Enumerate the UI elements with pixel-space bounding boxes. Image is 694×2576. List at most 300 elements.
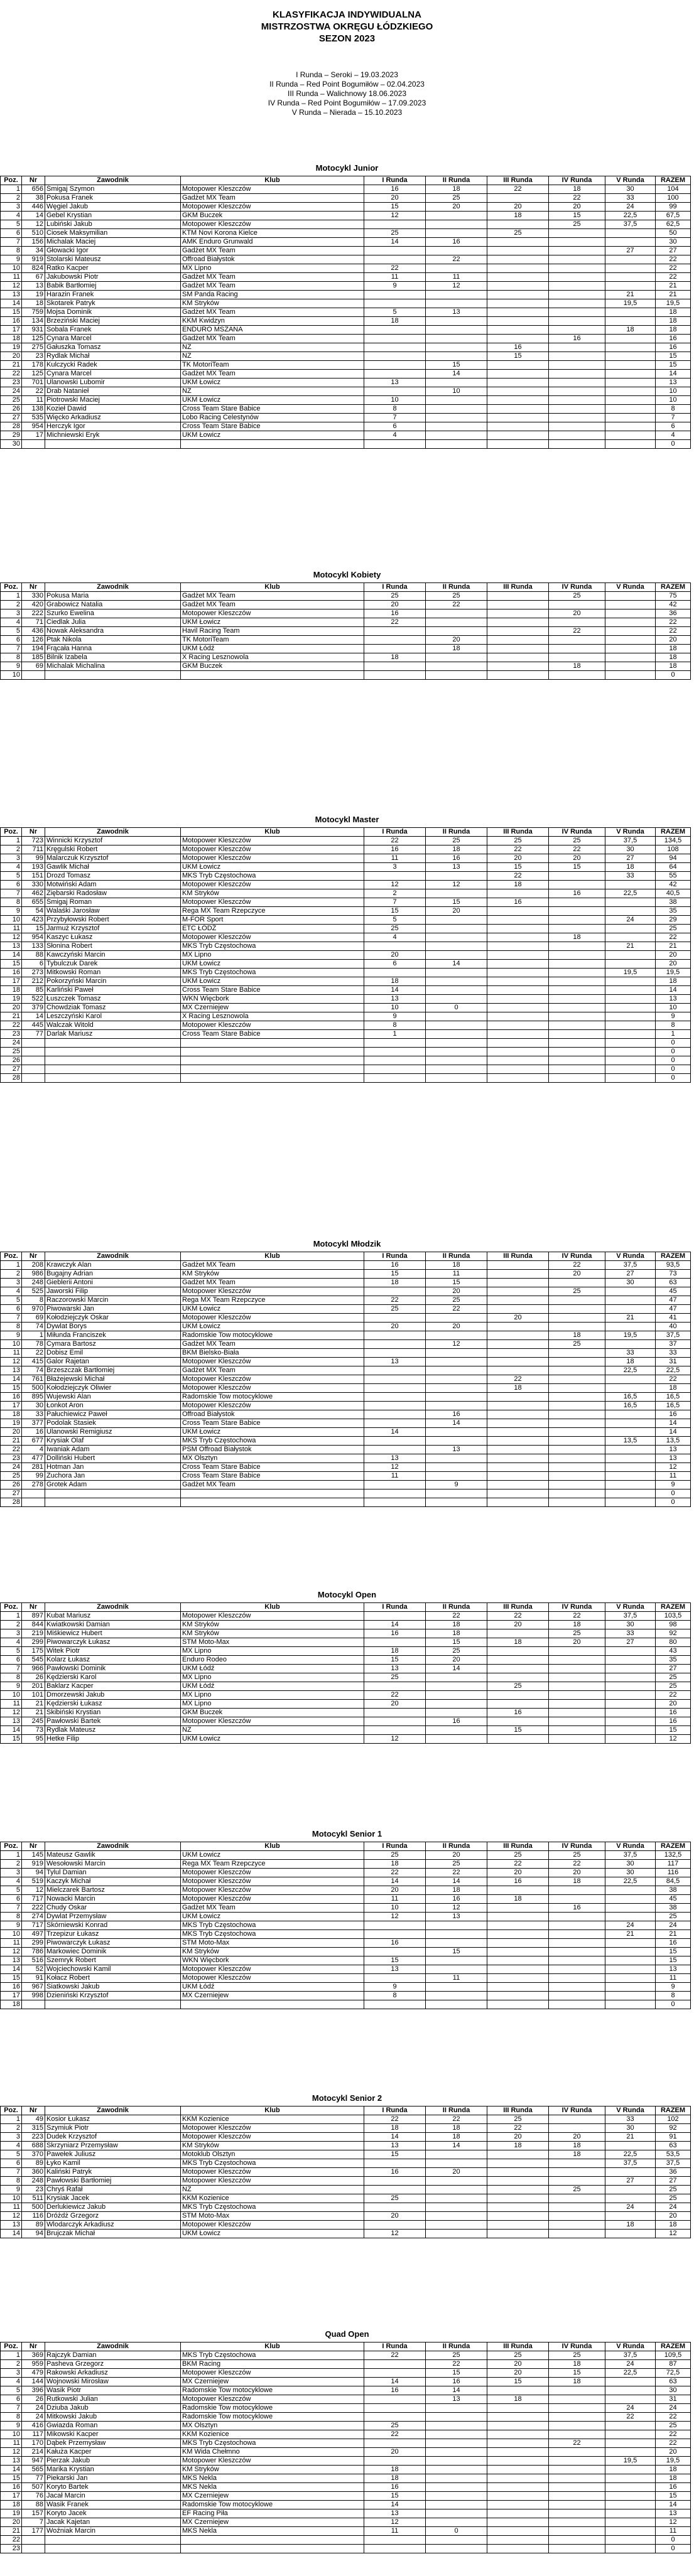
table-row: [1, 662, 691, 671]
table-cell: [426, 2194, 487, 2203]
table-cell: [549, 1296, 605, 1305]
table-row: [1, 238, 691, 247]
table-cell: [605, 2509, 656, 2518]
table-cell: [605, 2492, 656, 2501]
table-cell: [45, 440, 181, 449]
table-cell: 16: [426, 2378, 487, 2386]
table-cell: 22: [656, 2430, 691, 2439]
table-cell: [364, 1612, 426, 1621]
table-cell: [487, 2545, 549, 2553]
table-row: [1, 1030, 691, 1039]
table-cell: [181, 1489, 364, 1498]
table-cell: 104: [656, 185, 691, 194]
table-cell: [487, 609, 549, 618]
table-cell: [605, 2518, 656, 2527]
table-cell: [364, 1726, 426, 1735]
table-cell: [487, 969, 549, 977]
table-cell: 16: [426, 238, 487, 247]
table-cell: Wesołowski Marcin: [45, 1860, 181, 1869]
table-cell: [487, 1305, 549, 1314]
table-cell: [364, 1065, 426, 1074]
table-cell: 14: [656, 2501, 691, 2509]
table-cell: [605, 2186, 656, 2194]
column-header: IV Runda: [549, 176, 605, 185]
table-cell: [181, 2000, 364, 2009]
table-cell: MKS Nekla: [181, 2527, 364, 2536]
table-cell: 24: [605, 2404, 656, 2413]
table-cell: 23: [1, 1030, 22, 1039]
table-cell: 0: [656, 1056, 691, 1065]
table-cell: 16,5: [605, 1393, 656, 1402]
table-cell: [426, 343, 487, 352]
table-cell: [549, 299, 605, 308]
table-cell: UKM Łódź: [181, 645, 364, 653]
table-cell: [487, 1939, 549, 1948]
table-cell: KM Stryków: [181, 1270, 364, 1279]
table-cell: UKM Łowicz: [181, 1913, 364, 1921]
table-row: [1, 2221, 691, 2230]
table-cell: [426, 1691, 487, 1700]
table-cell: STM Moto-Max: [181, 1939, 364, 1948]
table-cell: 3: [1, 1279, 22, 1287]
table-row: [1, 2124, 691, 2133]
table-row: [1, 2413, 691, 2422]
table-cell: 14: [426, 1419, 487, 1428]
table-cell: 10: [1, 2430, 22, 2439]
table-cell: [549, 1375, 605, 1384]
table-cell: 20: [656, 951, 691, 960]
table-cell: 655: [22, 898, 45, 907]
table-cell: Michalak Michalina: [45, 662, 181, 671]
table-cell: 37: [656, 1340, 691, 1349]
table-cell: 25: [549, 1340, 605, 1349]
table-cell: 954: [22, 933, 45, 942]
table-cell: [426, 1030, 487, 1039]
table-cell: [549, 247, 605, 255]
table-cell: 194: [22, 645, 45, 653]
table-cell: [605, 653, 656, 662]
table-cell: 19: [1, 1419, 22, 1428]
table-cell: Kołodziejczyk Oliwier: [45, 1384, 181, 1393]
table-cell: [487, 431, 549, 440]
table-cell: 91: [22, 1974, 45, 1983]
table-cell: 95: [22, 1735, 45, 1744]
table-cell: Motopower Kleszczów: [181, 2457, 364, 2466]
table-cell: 2: [1, 2124, 22, 2133]
document-header: [0, 0, 694, 132]
table-cell: 13: [1, 1956, 22, 1965]
table-cell: KM Stryków: [181, 1948, 364, 1956]
table-cell: 14: [656, 1419, 691, 1428]
table-cell: [549, 255, 605, 264]
table-cell: 15: [364, 1270, 426, 1279]
column-header: Nr: [22, 176, 45, 185]
table-cell: 12: [364, 1463, 426, 1472]
table-cell: [549, 1735, 605, 1744]
table-cell: [549, 969, 605, 977]
table-cell: 21: [22, 1709, 45, 1717]
table-cell: [364, 1682, 426, 1691]
table-cell: 27: [605, 247, 656, 255]
table-cell: Gadżet MX Team: [181, 273, 364, 282]
section-title: Motocykl Senior 2: [312, 2093, 382, 2103]
table-cell: 12: [656, 1463, 691, 1472]
table-cell: 0: [656, 1074, 691, 1083]
table-cell: MKS Tryb Częstochowa: [181, 2351, 364, 2360]
table-row: [1, 653, 691, 662]
table-cell: [426, 1498, 487, 1507]
table-cell: Śmigaj Roman: [45, 898, 181, 907]
column-header: III Runda: [487, 583, 549, 592]
table-cell: 436: [22, 627, 45, 636]
table-cell: [426, 1726, 487, 1735]
table-cell: Dmorzewski Jakub: [45, 1691, 181, 1700]
table-cell: [605, 636, 656, 645]
table-cell: 12: [364, 1913, 426, 1921]
table-cell: 63: [656, 2378, 691, 2386]
table-cell: 16: [487, 1709, 549, 1717]
table-cell: 22: [364, 618, 426, 627]
table-cell: [364, 1717, 426, 1726]
column-header: Zawodnik: [45, 2343, 181, 2351]
table-cell: [605, 1992, 656, 2000]
table-cell: 12: [656, 2518, 691, 2527]
table-cell: 15: [364, 2492, 426, 2501]
table-cell: KKM Kozienice: [181, 2115, 364, 2124]
table-cell: Nowak Aleksandra: [45, 627, 181, 636]
table-row: [1, 636, 691, 645]
table-cell: 45: [656, 1287, 691, 1296]
table-cell: [487, 1956, 549, 1965]
table-cell: 22: [549, 1612, 605, 1621]
table-cell: [487, 2404, 549, 2413]
table-cell: 22: [22, 387, 45, 396]
table-cell: 99: [22, 854, 45, 863]
table-cell: Radomskie Tow motocyklowe: [181, 1393, 364, 1402]
table-cell: Dąbek Przemysław: [45, 2439, 181, 2448]
table-cell: Herczyk Igor: [45, 422, 181, 431]
table-cell: [364, 1331, 426, 1340]
table-cell: [605, 1384, 656, 1393]
table-row: [1, 1886, 691, 1895]
table-cell: 545: [22, 1656, 45, 1665]
table-cell: 20: [656, 960, 691, 969]
table-cell: 897: [22, 1612, 45, 1621]
table-cell: [549, 1021, 605, 1030]
table-cell: [181, 1048, 364, 1056]
table-row: [1, 1498, 691, 1507]
table-cell: 144: [22, 2378, 45, 2386]
table-cell: 18: [426, 1629, 487, 1638]
table-cell: Łuszczek Tomasz: [45, 995, 181, 1004]
table-cell: 7: [1, 2168, 22, 2177]
table-cell: [487, 299, 549, 308]
table-cell: [605, 1296, 656, 1305]
table-cell: 109,5: [656, 2351, 691, 2360]
table-row: [1, 2457, 691, 2466]
table-cell: [605, 1463, 656, 1472]
table-cell: 9: [364, 282, 426, 291]
table-cell: 10: [1, 671, 22, 680]
table-cell: [549, 2518, 605, 2527]
table-cell: [549, 2413, 605, 2422]
table-cell: Gadżet MX Team: [181, 1261, 364, 1270]
table-cell: [605, 2501, 656, 2509]
table-cell: 37,5: [605, 1261, 656, 1270]
column-header: Poz.: [1, 1603, 22, 1612]
table-cell: 77: [22, 1030, 45, 1039]
table-cell: [487, 627, 549, 636]
table-cell: [364, 1638, 426, 1647]
table-cell: 37,5: [656, 2159, 691, 2168]
table-cell: [549, 1895, 605, 1904]
table-row: [1, 1709, 691, 1717]
table-cell: 19,5: [656, 969, 691, 977]
table-cell: [549, 1930, 605, 1939]
table-cell: Krysiak Olaf: [45, 1437, 181, 1446]
table-cell: 222: [22, 1904, 45, 1913]
table-cell: 360: [22, 2168, 45, 2177]
table-cell: MKS Tryb Częstochowa: [181, 2159, 364, 2168]
table-cell: [605, 370, 656, 378]
table-cell: 33: [605, 1629, 656, 1638]
table-cell: [487, 2457, 549, 2466]
table-cell: 14: [1, 1965, 22, 1974]
table-cell: 27: [1, 1065, 22, 1074]
table-cell: 9: [1, 1921, 22, 1930]
table-cell: Dolliński Hubert: [45, 1454, 181, 1463]
table-cell: [45, 1074, 181, 1083]
table-cell: [605, 1717, 656, 1726]
table-row: [1, 299, 691, 308]
table-cell: [549, 898, 605, 907]
table-cell: 379: [22, 1004, 45, 1012]
table-cell: [426, 1366, 487, 1375]
table-cell: 30: [605, 845, 656, 854]
table-cell: [364, 2177, 426, 2186]
table-cell: [605, 1021, 656, 1030]
table-cell: 126: [22, 636, 45, 645]
table-row: [1, 1331, 691, 1340]
table-cell: [605, 1886, 656, 1895]
table-cell: [364, 352, 426, 361]
table-cell: 26: [1, 1481, 22, 1489]
table-cell: 16: [364, 1939, 426, 1948]
table-cell: 34: [22, 247, 45, 255]
table-cell: [426, 264, 487, 273]
table-cell: Motopower Kleszczów: [181, 854, 364, 863]
table-row: [1, 2194, 691, 2203]
table-cell: 25: [549, 1629, 605, 1638]
column-header: Poz.: [1, 583, 22, 592]
table-cell: 80: [656, 1638, 691, 1647]
table-cell: MX Lipno: [181, 264, 364, 273]
table-cell: 16: [364, 845, 426, 854]
table-cell: 26: [22, 2395, 45, 2404]
table-cell: 23: [1, 1454, 22, 1463]
table-cell: [549, 1012, 605, 1021]
table-cell: Karliński Paweł: [45, 986, 181, 995]
table-cell: MKS Tryb Częstochowa: [181, 1930, 364, 1939]
table-row: [1, 387, 691, 396]
table-cell: [426, 889, 487, 898]
table-cell: 10: [1, 1340, 22, 1349]
table-cell: [181, 1498, 364, 1507]
table-cell: Piwowarczyk Łukasz: [45, 1638, 181, 1647]
table-cell: [487, 636, 549, 645]
table-cell: 87: [656, 2360, 691, 2369]
table-cell: 18: [364, 653, 426, 662]
table-cell: 18: [426, 1621, 487, 1629]
table-cell: [426, 247, 487, 255]
table-cell: [487, 405, 549, 414]
table-cell: 94: [656, 854, 691, 863]
table-cell: 6: [22, 960, 45, 969]
table-cell: [487, 1913, 549, 1921]
column-header: IV Runda: [549, 583, 605, 592]
table-cell: [487, 1629, 549, 1638]
table-cell: 21: [22, 1700, 45, 1709]
column-header: Nr: [22, 2343, 45, 2351]
table-cell: 13: [656, 378, 691, 387]
table-cell: 25: [549, 1851, 605, 1860]
table-cell: [549, 1314, 605, 1323]
table-cell: 15: [487, 1726, 549, 1735]
table-cell: [605, 2448, 656, 2457]
table-cell: [605, 2230, 656, 2238]
table-cell: 20: [364, 951, 426, 960]
table-cell: 22: [426, 2360, 487, 2369]
table-cell: 6: [364, 960, 426, 969]
table-cell: [22, 1489, 45, 1498]
table-cell: [426, 335, 487, 343]
table-cell: 2: [1, 1621, 22, 1629]
section-title: Motocykl Junior: [315, 163, 379, 173]
table-cell: [487, 653, 549, 662]
table-cell: Motopower Kleszczów: [181, 1869, 364, 1877]
table-cell: 15: [426, 361, 487, 370]
table-cell: 15: [549, 2369, 605, 2378]
table-cell: Kałuża Kacper: [45, 2448, 181, 2457]
table-cell: 33: [605, 1349, 656, 1358]
table-cell: 998: [22, 1992, 45, 2000]
table-cell: [605, 1004, 656, 1012]
table-cell: [487, 986, 549, 995]
table-cell: 11: [364, 854, 426, 863]
table-cell: 28: [1, 1498, 22, 1507]
column-header: RAZEM: [656, 1603, 691, 1612]
table-cell: [549, 431, 605, 440]
table-cell: 14: [426, 2386, 487, 2395]
table-cell: 9: [1, 907, 22, 916]
table-cell: 134,5: [656, 837, 691, 845]
table-cell: 14: [364, 986, 426, 995]
table-row: [1, 2466, 691, 2474]
table-cell: 12: [1, 282, 22, 291]
table-cell: Dobisz Emil: [45, 1349, 181, 1358]
table-cell: 63: [656, 2142, 691, 2150]
table-row: [1, 2474, 691, 2483]
table-cell: [549, 396, 605, 405]
table-cell: Michniewski Eryk: [45, 431, 181, 440]
table-cell: [549, 1323, 605, 1331]
table-cell: 13: [656, 2509, 691, 2518]
table-cell: [487, 2177, 549, 2186]
table-cell: 23: [22, 352, 45, 361]
table-cell: 8: [364, 1021, 426, 1030]
table-cell: 36: [656, 609, 691, 618]
table-cell: 10: [364, 1004, 426, 1012]
table-cell: [487, 396, 549, 405]
table-cell: 14: [656, 370, 691, 378]
table-cell: [549, 872, 605, 881]
table-cell: 14: [426, 960, 487, 969]
column-header: I Runda: [364, 1842, 426, 1851]
table-cell: 18: [426, 1886, 487, 1895]
table-cell: 27: [1, 414, 22, 422]
table-cell: 25: [364, 592, 426, 601]
table-cell: [364, 1974, 426, 1983]
table-cell: Ciosek Maksymilian: [45, 229, 181, 238]
table-cell: Cross Team Stare Babice: [181, 1463, 364, 1472]
table-cell: [181, 2545, 364, 2553]
table-cell: 18: [487, 1638, 549, 1647]
table-cell: Więcko Arkadiusz: [45, 414, 181, 422]
table-cell: 88: [22, 951, 45, 960]
table-cell: [549, 405, 605, 414]
table-row: [1, 1437, 691, 1446]
column-header: Zawodnik: [45, 1842, 181, 1851]
table-row: [1, 2230, 691, 2238]
table-cell: [549, 343, 605, 352]
table-cell: 22: [656, 273, 691, 282]
table-cell: 25: [656, 925, 691, 933]
table-cell: 13: [1, 291, 22, 299]
table-cell: Cynara Marcel: [45, 335, 181, 343]
table-cell: [549, 1913, 605, 1921]
column-header: II Runda: [426, 1842, 487, 1851]
table-cell: 510: [22, 229, 45, 238]
table-cell: 20: [487, 1869, 549, 1877]
table-cell: 71: [22, 618, 45, 627]
table-cell: 12: [656, 1735, 691, 1744]
table-cell: [426, 299, 487, 308]
table-cell: 28: [1, 1074, 22, 1083]
table-cell: 11: [364, 1472, 426, 1481]
table-cell: UKM Łowicz: [181, 431, 364, 440]
table-cell: Motopower Kleszczów: [181, 1384, 364, 1393]
table-cell: [364, 942, 426, 951]
table-cell: 33: [656, 1349, 691, 1358]
table-cell: 12: [1, 933, 22, 942]
table-cell: [426, 326, 487, 335]
table-cell: [426, 2430, 487, 2439]
table-header-row: [1, 2106, 691, 2115]
table-cell: [605, 1673, 656, 1682]
table-cell: Motopower Kleszczów: [181, 1895, 364, 1904]
table-cell: 145: [22, 1851, 45, 1860]
table-cell: Pawłowski Bartłomiej: [45, 2177, 181, 2186]
table-cell: 20: [549, 1638, 605, 1647]
column-header: I Runda: [364, 2106, 426, 2115]
column-header: Klub: [181, 2106, 364, 2115]
table-cell: 525: [22, 1287, 45, 1296]
table-cell: 25: [487, 837, 549, 845]
table-cell: MX Lipno: [181, 1700, 364, 1709]
table-cell: Kręgulski Robert: [45, 845, 181, 854]
table-cell: [364, 1419, 426, 1428]
table-cell: 25: [656, 1682, 691, 1691]
